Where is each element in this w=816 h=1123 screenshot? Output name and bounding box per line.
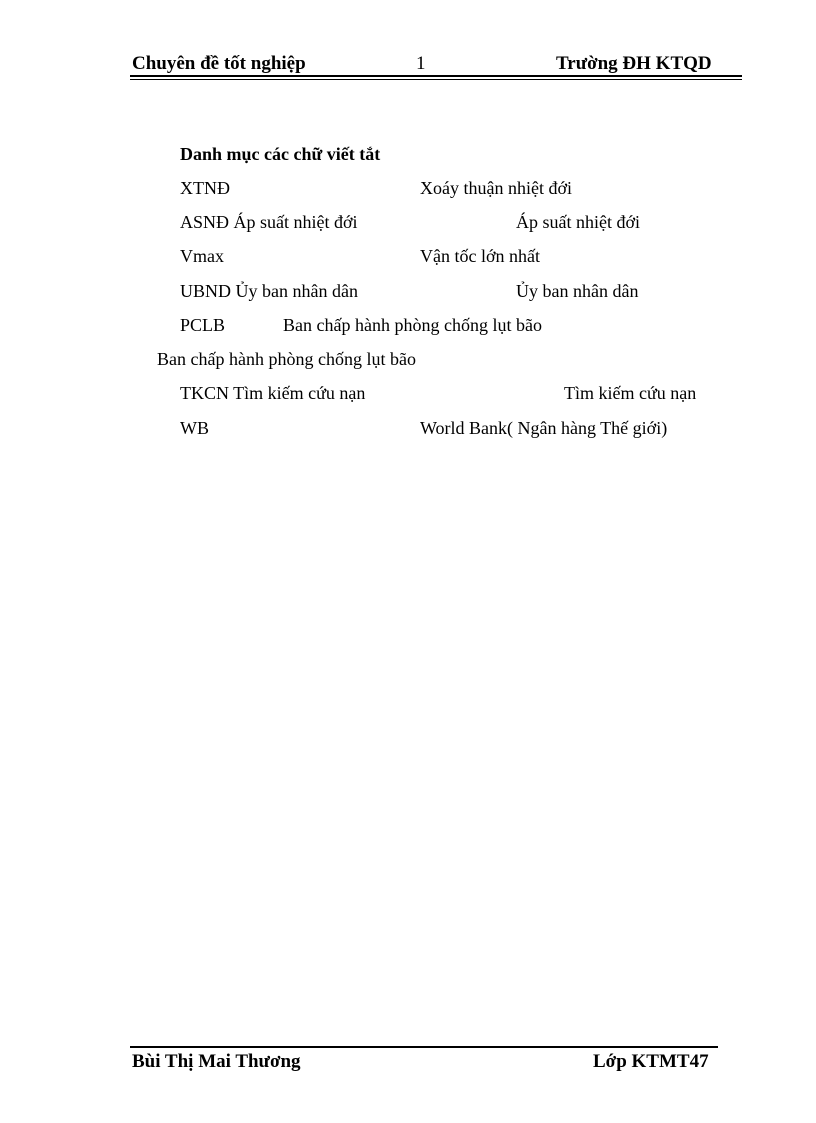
header-school-name: Trường ĐH KTQD: [556, 53, 712, 74]
header-page-number: 1: [416, 53, 426, 74]
footer-author-name: Bùi Thị Mai Thương: [132, 1051, 301, 1072]
abbreviation-xtnd: XTNĐ: [180, 178, 230, 198]
meaning-asnd: Áp suất nhiệt đới: [516, 212, 641, 232]
abbreviation-vmax: Vmax: [180, 246, 224, 266]
meaning-tkcn: Tìm kiếm cứu nạn: [564, 383, 697, 403]
header-document-type: Chuyên đề tốt nghiệp: [132, 53, 306, 74]
abbreviation-wb: WB: [180, 418, 209, 438]
footer-rule: [130, 1046, 718, 1048]
meaning-pclb-repeat: Ban chấp hành phòng chống lụt bão: [157, 349, 416, 369]
abbreviation-list-title: Danh mục các chữ viết tắt: [180, 144, 381, 164]
footer-class-name: Lớp KTMT47: [593, 1051, 709, 1072]
meaning-wb: World Bank( Ngân hàng Thế giới): [420, 418, 668, 438]
abbreviation-asnd: ASNĐ Áp suất nhiệt đới: [180, 212, 358, 232]
abbreviation-pclb: PCLB: [180, 315, 226, 335]
header-rule: [130, 75, 742, 77]
meaning-ubnd: Ủy ban nhân dân: [516, 281, 639, 301]
abbreviation-tkcn: TKCN Tìm kiếm cứu nạn: [180, 383, 366, 403]
header-rule-thin: [130, 79, 742, 80]
meaning-vmax: Vận tốc lớn nhất: [420, 246, 540, 266]
meaning-xtnd: Xoáy thuận nhiệt đới: [420, 178, 572, 198]
abbreviation-ubnd: UBND Ủy ban nhân dân: [180, 281, 358, 301]
meaning-pclb: Ban chấp hành phòng chống lụt bão: [283, 315, 542, 335]
